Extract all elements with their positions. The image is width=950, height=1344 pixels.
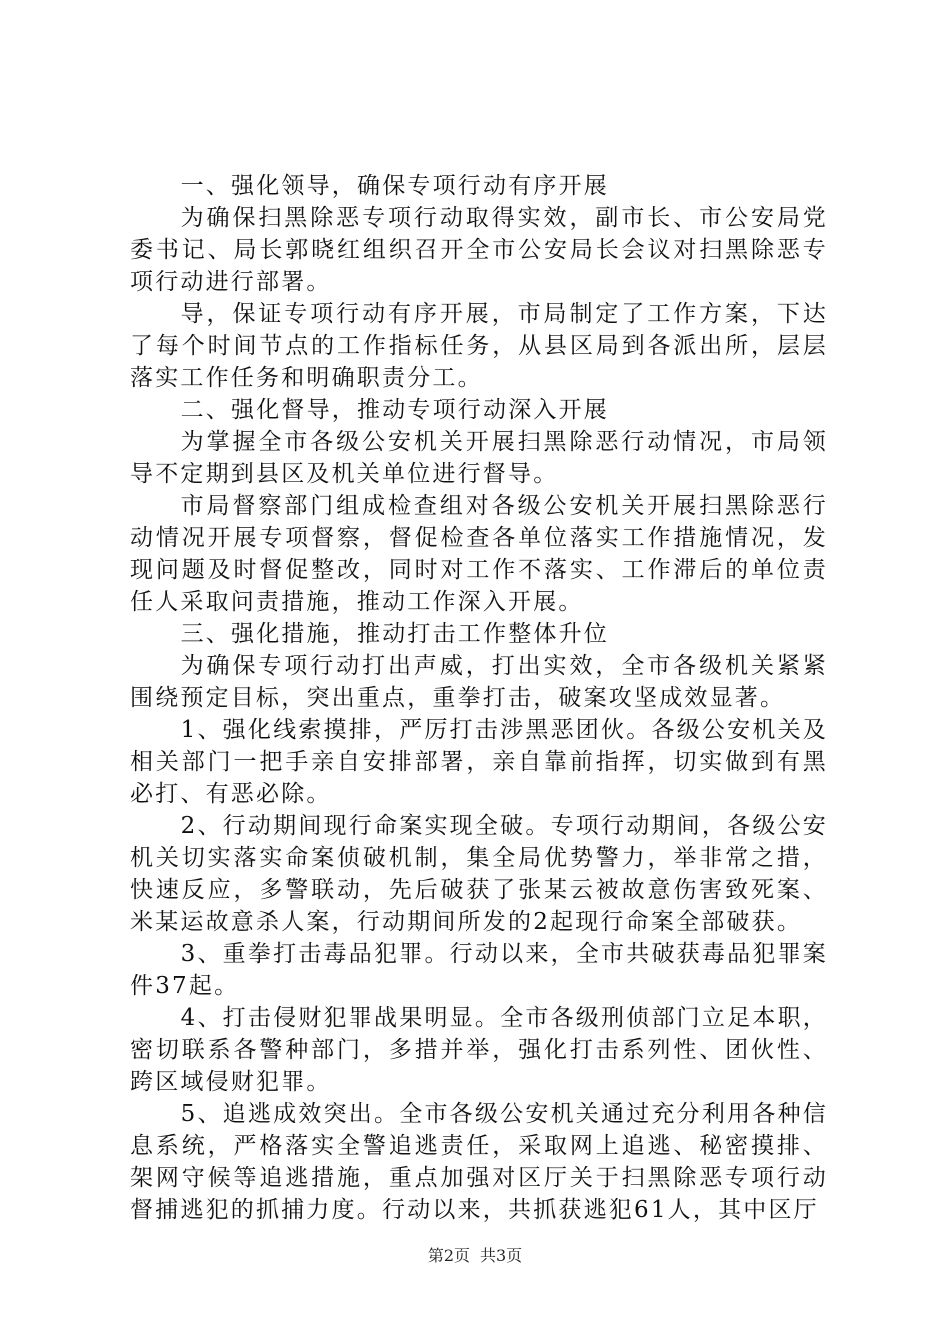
- paragraph: 为掌握全市各级公安机关开展扫黑除恶行动情况，市局领导不定期到县区及机关单位进行督导。: [130, 429, 828, 487]
- paragraph: 市局督察部门组成检查组对各级公安机关开展扫黑除恶行动情况开展专项督察，督促检查各单位落实工作措施情况，发现问题及时督促整改，同时对工作不落实、工作滞后的单位责任人采取问责措施，推动工作深入开展。: [130, 493, 828, 615]
- page-footer: [0, 1243, 950, 1266]
- page-number: 第2页: [427, 1246, 470, 1265]
- page-total: 共3页: [480, 1246, 523, 1265]
- paragraph: 为确保扫黑除恶专项行动取得实效，副市长、市公安局党委书记、局长郭晓红组织召开全市公安局长会议对扫黑除恶专项行动进行部署。: [130, 205, 828, 295]
- paragraph: 导，保证专项行动有序开展，市局制定了工作方案，下达了每个时间节点的工作指标任务，从县区局到各派出所，层层落实工作任务和明确职责分工。: [130, 301, 828, 391]
- section-heading-3: 三、强化措施，推动打击工作整体升位: [180, 621, 609, 647]
- list-item: 1、强化线索摸排，严厉打击涉黑恶团伙。各级公安机关及相关部门一把手亲自安排部署，亲自靠前指挥，切实做到有黑必打、有恶必除。: [130, 717, 828, 807]
- list-item: 4、打击侵财犯罪战果明显。全市各级刑侦部门立足本职，密切联系各警种部门，多措并举，强化打击系列性、团伙性、跨区域侵财犯罪。: [130, 1005, 828, 1095]
- list-item: 3、重拳打击毒品犯罪。行动以来，全市共破获毒品犯罪案件37起。: [130, 941, 828, 999]
- paragraph: 为确保专项行动打出声威，打出实效，全市各级机关紧紧围绕预定目标，突出重点，重拳打击，破案攻坚成效显著。: [130, 653, 828, 711]
- document-body: [130, 170, 828, 1226]
- section-heading-1: 一、强化领导，确保专项行动有序开展: [180, 173, 609, 199]
- list-item: 5、追逃成效突出。全市各级公安机关通过充分利用各种信息系统，严格落实全警追逃责任，采取网上追逃、秘密摸排、架网守候等追逃措施，重点加强对区厅关于扫黑除恶专项行动督捕逃犯的抓捕力度。行动以来，共抓获逃犯61人，其中区厅: [130, 1101, 828, 1223]
- list-item: 2、行动期间现行命案实现全破。专项行动期间，各级公安机关切实落实命案侦破机制，集全局优势警力，举非常之措，快速反应，多警联动，先后破获了张某云被故意伤害致死案、米某运故意杀人案，行动期间所发的2起现行命案全部破获。: [130, 813, 828, 935]
- section-heading-2: 二、强化督导，推动专项行动深入开展: [180, 397, 609, 423]
